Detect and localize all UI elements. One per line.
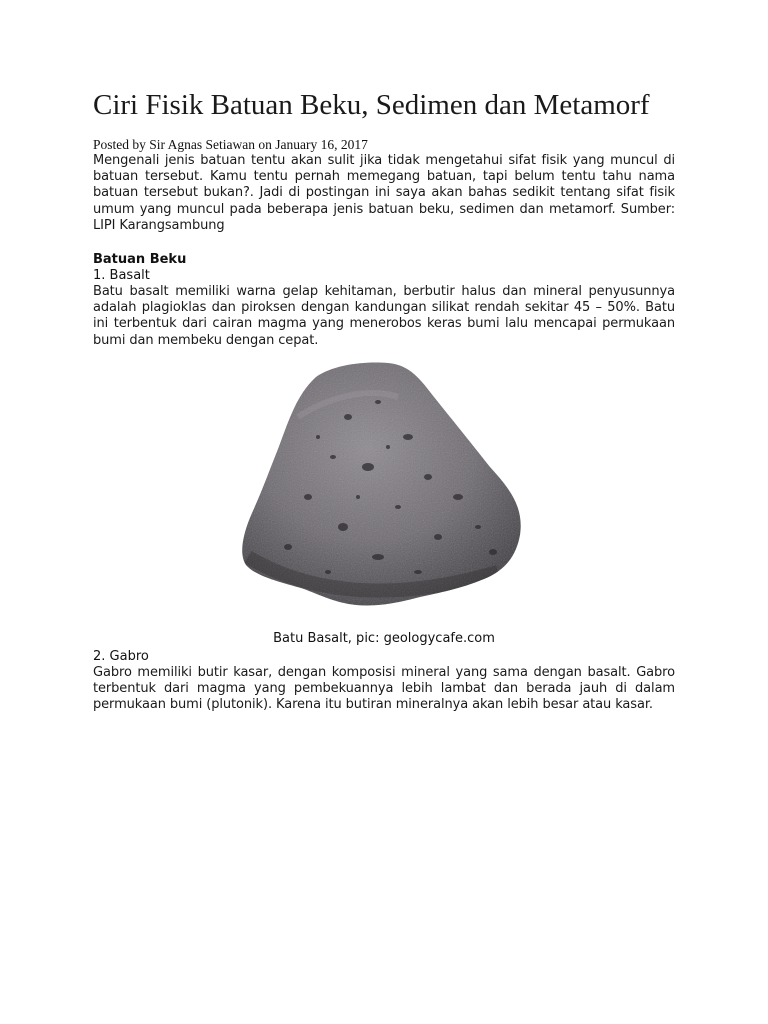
gabro-paragraph: Gabro memiliki butir kasar, dengan komposisi mineral yang sama dengan basalt. Gabro terbentuk dari magma yang pembekuannya lebih lambat dan berada jauh di dalam permukaan bumi (plutonik). Karena itu butiran mineralnya akan lebih besar atau kasar.: [93, 664, 675, 713]
section-heading-batuan-beku: Batuan Beku: [93, 252, 187, 268]
basalt-figure: [93, 357, 675, 619]
document-page: [93, 88, 675, 713]
post-meta: Posted by Sir Agnas Setiawan on January 16, 2017: [93, 137, 368, 152]
basalt-subheading: 1. Basalt: [93, 268, 150, 284]
intro-paragraph: Mengenali jenis batuan tentu akan sulit jika tidak mengetahui sifat fisik yang muncul di batuan tersebut. Kamu tentu pernah memegang batuan, tapi belum tentu tahu nama batuan tersebut bukan?. Jadi di postingan ini saya akan bahas sedikit tentang sifat fisik umum yang muncul pada beberapa jenis batuan beku, sedimen dan metamorf. Sumber: LIPI Karangsambung: [93, 153, 675, 233]
basalt-rock-image: [238, 357, 528, 619]
basalt-caption: Batu Basalt, pic: geologycafe.com: [273, 630, 495, 646]
basalt-paragraph: Batu basalt memiliki warna gelap kehitaman, berbutir halus dan mineral penyusunnya adalah plagioklas dan piroksen dengan kandungan silikat rendah sekitar 45 – 50%. Batu ini terbentuk dari cairan magma yang menerobos keras bumi lalu mencapai permukaan bumi dan membeku dengan cepat.: [93, 284, 675, 348]
gabro-subheading: 2. Gabro: [93, 648, 149, 664]
article-title: Ciri Fisik Batuan Beku, Sedimen dan Metamorf: [93, 89, 650, 121]
